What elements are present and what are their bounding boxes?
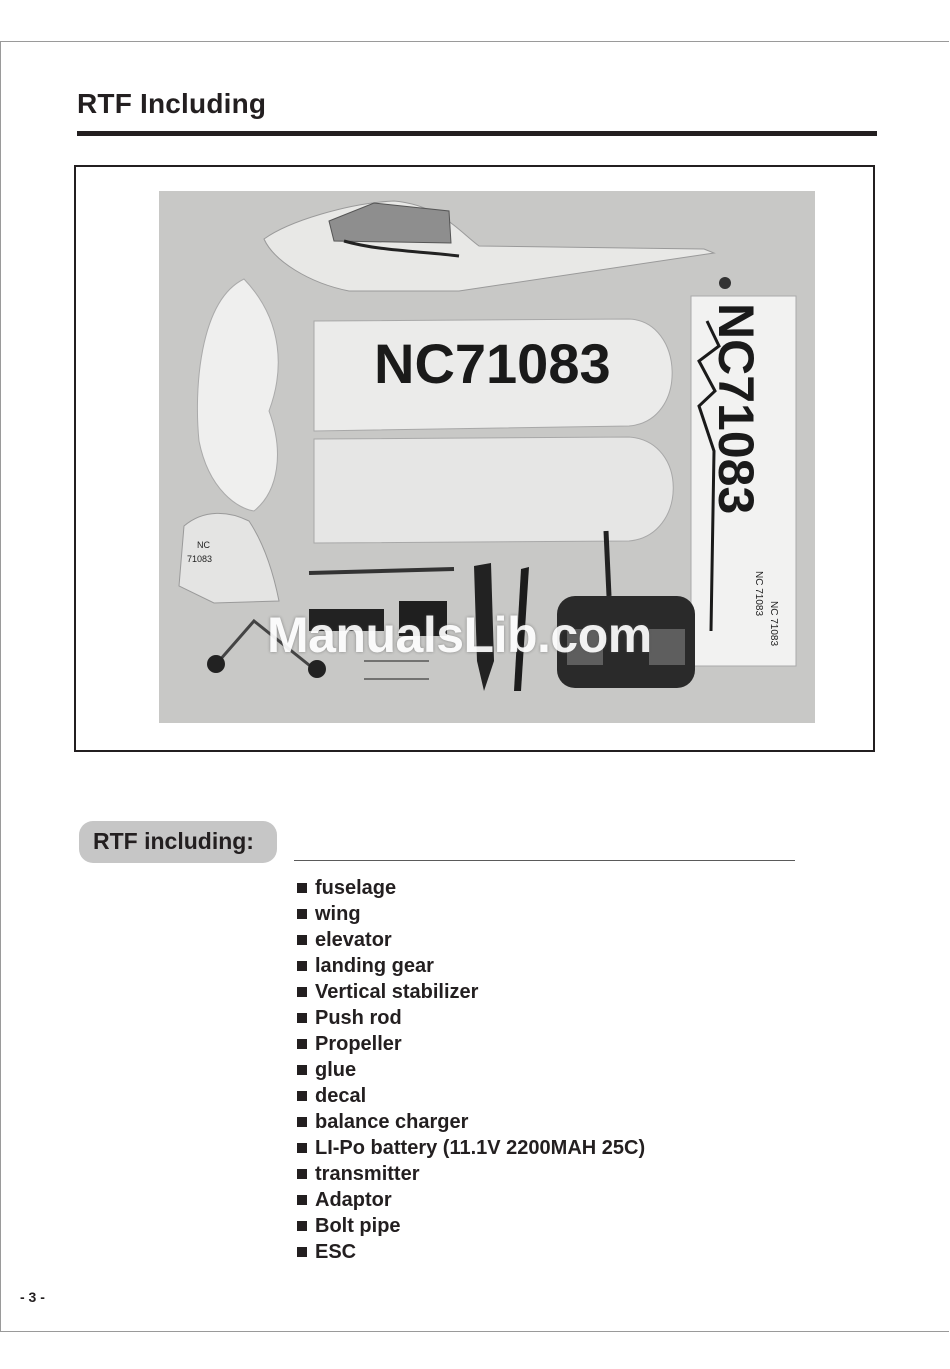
square-bullet-icon: [297, 1039, 307, 1049]
list-item-label: Adaptor: [315, 1189, 392, 1211]
list-item: [297, 953, 645, 979]
list-item: [297, 1161, 645, 1187]
decal-small-text-b: NC 71083: [768, 601, 779, 647]
list-item-label: elevator: [315, 929, 392, 951]
page-number: - 3 -: [20, 1289, 45, 1305]
tail-text-bottom: 71083: [187, 554, 213, 564]
list-item: [297, 1031, 645, 1057]
square-bullet-icon: [297, 1169, 307, 1179]
square-bullet-icon: [297, 1091, 307, 1101]
decal-registration-text: NC71083: [708, 303, 764, 515]
list-item: [297, 1083, 645, 1109]
list-item-label: glue: [315, 1059, 357, 1081]
square-bullet-icon: [297, 1117, 307, 1127]
list-item: [297, 927, 645, 953]
elevator-part: [197, 279, 278, 511]
list-item-label: fuselage: [315, 877, 397, 899]
list-item: [297, 1187, 645, 1213]
square-bullet-icon: [297, 1013, 307, 1023]
title-underline: [77, 131, 877, 136]
fuselage-part: [264, 201, 731, 291]
list-item-label: balance charger: [315, 1111, 469, 1133]
square-bullet-icon: [297, 1221, 307, 1231]
decal-part: [691, 296, 796, 666]
list-item: [297, 1109, 645, 1135]
list-item: [297, 1213, 645, 1239]
list-item-label: transmitter: [315, 1163, 420, 1185]
list-item-label: Bolt pipe: [315, 1215, 401, 1237]
section-divider: [294, 860, 795, 861]
watermark-text: ManualsLib.com: [267, 607, 652, 663]
list-item-label: wing: [315, 903, 361, 925]
tail-text-top: NC: [197, 540, 210, 550]
list-item: [297, 1057, 645, 1083]
section-heading: RTF including:: [93, 828, 254, 854]
square-bullet-icon: [297, 987, 307, 997]
page-title: RTF Including: [77, 88, 267, 119]
list-item-label: LI-Po battery (11.1V 2200MAH 25C): [315, 1137, 646, 1159]
list-item: [297, 901, 645, 927]
square-bullet-icon: [297, 1247, 307, 1257]
square-bullet-icon: [297, 1195, 307, 1205]
vertical-stabilizer-part: [179, 513, 279, 603]
list-item: [297, 1135, 645, 1161]
decal-small-text-a: NC 71083: [753, 571, 764, 617]
square-bullet-icon: [297, 1065, 307, 1075]
list-item-label: Propeller: [315, 1033, 402, 1055]
square-bullet-icon: [297, 883, 307, 893]
list-item: [297, 1005, 645, 1031]
list-item-label: ESC: [315, 1241, 357, 1263]
square-bullet-icon: [297, 961, 307, 971]
square-bullet-icon: [297, 1143, 307, 1153]
square-bullet-icon: [297, 935, 307, 945]
list-item-label: Push rod: [315, 1007, 402, 1029]
rtf-item-list: [297, 875, 645, 1265]
list-item-label: landing gear: [315, 955, 434, 977]
wing-registration-text: NC71083: [374, 332, 611, 395]
list-item: [297, 1239, 645, 1265]
list-item: [297, 875, 645, 901]
section-heading-badge: [79, 821, 277, 863]
wing-part: [314, 319, 673, 543]
list-item: [297, 979, 645, 1005]
list-item-label: decal: [315, 1085, 367, 1107]
square-bullet-icon: [297, 909, 307, 919]
list-item-label: Vertical stabilizer: [315, 981, 479, 1003]
